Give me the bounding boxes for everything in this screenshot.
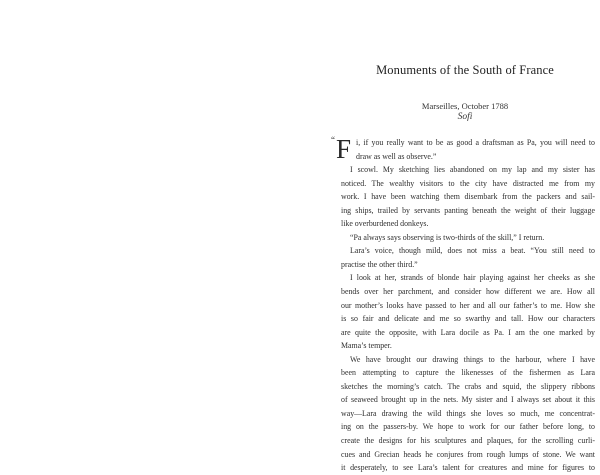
text-line: are quite the opposite, with Lara docile as Pa. I am the one marked by <box>341 327 595 337</box>
text-line: sketches the morning’s catch. The crabs and squid, the slippery ribbons <box>341 381 595 391</box>
text-line: We have brought our drawing things to the harbour, where I have <box>350 354 595 364</box>
text-line: I look at her, strands of blonde hair playing against her cheeks as she <box>350 273 595 283</box>
text-line: been attempting to capture the likenesses of the fishermen as Lara <box>341 368 595 378</box>
text-line: Mama’s temper. <box>341 341 392 351</box>
place-date: Marseilles, October 1788 <box>421 101 509 111</box>
text-line: ing on the passers-by. We hope to work for our father before long, to <box>341 422 595 432</box>
text-line: practise the other third.” <box>341 259 418 269</box>
narrator-name: Sofi <box>457 112 473 122</box>
text-line: our mother’s looks have passed to her and all our father’s to me. How she <box>341 300 595 310</box>
chapter-title: Monuments of the South of France <box>376 63 554 77</box>
text-line: is so fair and delicate and me so swarthy and tall. How our characters <box>341 314 595 324</box>
text-line: I scowl. My sketching lies abandoned on my lap and my sister has <box>350 165 595 175</box>
text-line: i, if you really want to be as good a draftsman as Pa, you will need to <box>356 138 595 147</box>
text-line: Lara’s voice, though mild, does not miss a beat. “You still need to <box>350 246 595 256</box>
text-line: create the designs for his sculptures and plaques, for the scrolling curli- <box>341 436 595 446</box>
text-line: way—Lara drawing the wild things she loves so much, me concentrat- <box>341 408 595 418</box>
text-line: noticed. The wealthy visitors to the city have distracted me from my <box>341 178 595 188</box>
text-line: like overburdened donkeys. <box>341 219 429 229</box>
text-line: bends over her parchment, and consider how different we are. How all <box>341 287 595 297</box>
text-line: it desperately, to see Lara’s talent for creatures and mine for figures to <box>341 463 595 473</box>
text-line: cues and Grecian heads he conjures from rough lumps of stone. We want <box>341 449 595 459</box>
opening-quote-mark: “ <box>331 135 335 145</box>
body-text <box>341 136 595 475</box>
text-line: draw as well as observe.” <box>356 151 437 161</box>
text-line: ing ships, trailed by servants panting beneath the weight of their luggage <box>341 205 595 215</box>
text-line: work. I have been watching them disembark from the packers and sail- <box>341 192 595 202</box>
text-line: “Pa always says observing is two-thirds of the skill,” I return. <box>350 232 545 242</box>
text-line: of seaweed brought up in the nets. My sister and I always set about it this <box>341 395 595 405</box>
drop-cap: F <box>336 134 352 164</box>
